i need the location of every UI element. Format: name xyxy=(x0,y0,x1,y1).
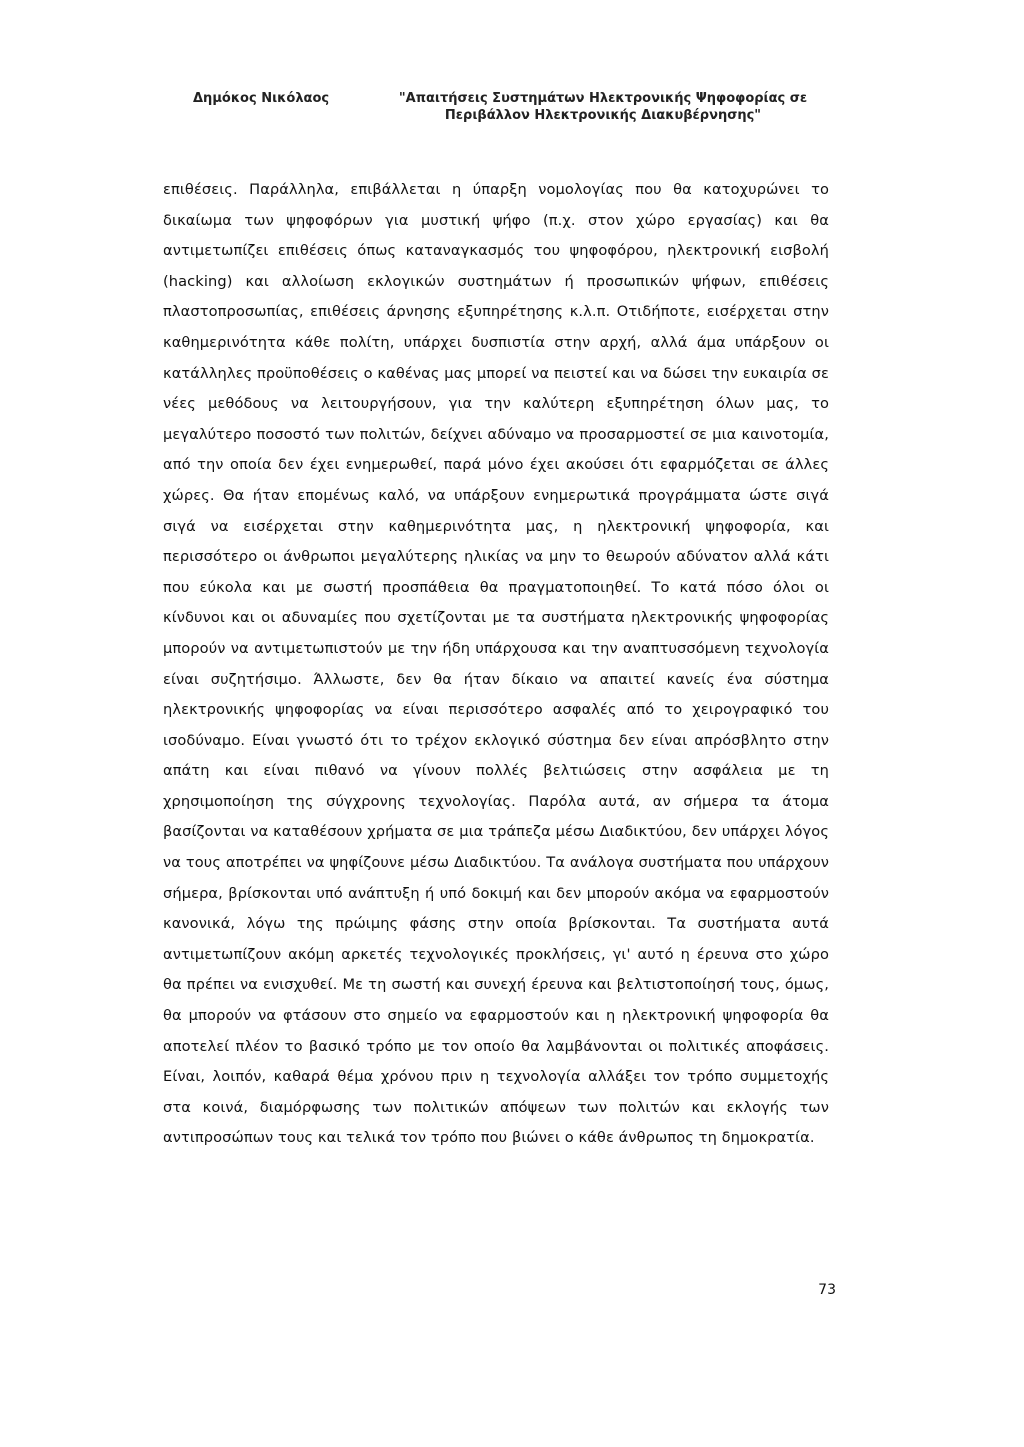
page-number: 73 xyxy=(818,1282,836,1298)
header-title: "Απαιτήσεις Συστημάτων Ηλεκτρονικής Ψηφοφορίας σε Περιβάλλον Ηλεκτρονικής Διακυβέρνησης" xyxy=(398,91,808,123)
body-paragraph: επιθέσεις. Παράλληλα, επιβάλλεται η ύπαρξη νομολογίας που θα κατοχυρώνει το δικαίωμα των ψηφοφόρων για μυστική ψήφο (π.χ. στον χώρο εργασίας) και θα αντιμετωπίζει επιθέσεις όπως καταναγκασμός του ψηφοφόρου, ηλεκτρονική εισβολή (hacking) και αλλοίωση εκλογικών συστημάτων ή προσωπικών ψήφων, επιθέσεις πλαστοπροσωπίας, επιθέσεις άρνησης εξυπηρέτησης κ.λ.π. Οτιδήποτε, εισέρχεται στην καθημερινότητα κάθε πολίτη, υπάρχει δυσπιστία στην αρχή, αλλά άμα υπάρξουν οι κατάλληλες προϋποθέσεις ο καθένας μας μπορεί να πειστεί και να δώσει την ευκαιρία σε νέες μεθόδους να λειτουργήσουν, για την καλύτερη εξυπηρέτηση όλων μας, το μεγαλύτερο ποσοστό των πολιτών, δείχνει αδύναμο να προσαρμοστεί σε μια καινοτομία, από την οποία δεν έχει ενημερωθεί, παρά μόνο έχει ακούσει ότι εφαρμόζεται σε άλλες χώρες. Θα ήταν επομένως καλό, να υπάρξουν ενημερωτικά προγράμματα ώστε σιγά σιγά να εισέρχεται στην καθημερινότητα μας, η ηλεκτρονική ψηφοφορία, και περισσότερο οι άνθρωποι μεγαλύτερης ηλικίας να μην το θεωρούν αδύνατον αλλά κάτι που εύκολα και με σωστή προσπάθεια θα πραγματοποιηθεί. Το κατά πόσο όλοι οι κίνδυνοι και οι αδυναμίες που σχετίζονται με τα συστήματα ηλεκτρονικής ψηφοφορίας μπορούν να αντιμετωπιστούν με την ήδη υπάρχουσα και την αναπτυσσόμενη τεχνολογία είναι συζητήσιμο. Άλλωστε, δεν θα ήταν δίκαιο να απαιτεί κανείς ένα σύστημα ηλεκτρονικής ψηφοφορίας να είναι περισσότερο ασφαλές από το χειρογραφικό του ισοδύναμο. Είναι γνωστό ότι το τρέχον εκλογικό σύστημα δεν είναι απρόσβλητο στην απάτη και είναι πιθανό να γίνουν πολλές βελτιώσεις στην ασφάλεια με τη χρησιμοποίηση της σύγχρονης τεχνολογίας. Παρόλα αυτά, αν σήμερα τα άτομα βασίζονται να καταθέσουν χρήματα σε μια τράπεζα μέσω Διαδικτύου, δεν υπάρχει λόγος να τους αποτρέπει να ψηφίζουνε μέσω Διαδικτύου. Τα ανάλογα συστήματα που υπάρχουν σήμερα, βρίσκονται υπό ανάπτυξη ή υπό δοκιμή και δεν μπορούν ακόμα να εφαρμοστούν κανονικά, λόγω της πρώιμης φάσης στην οποία βρίσκονται. Τα συστήματα αυτά αντιμετωπίζουν ακόμη αρκετές τεχνολογικές προκλήσεις, γι' αυτό η έρευνα στο χώρο θα πρέπει να ενισχυθεί. Με τη σωστή και συνεχή έρευνα και βελτιστοποίησή τους, όμως, θα μπορούν να φτάσουν στο σημείο να εφαρμοστούν και η ηλεκτρονική ψηφοφορία θα αποτελεί πλέον το βασικό τρόπο με τον οποίο θα λαμβάνονται οι πολιτικές αποφάσεις. Είναι, λοιπόν, καθαρά θέμα χρόνου πριν η τεχνολογία αλλάξει τον τρόπο συμμετοχής στα κοινά, διαμόρφωσης των πολιτικών απόψεων των πολιτών και εκλογής των αντιπροσώπων τους και τελικά τον τρόπο που βιώνει ο κάθε άνθρωπος τη δημοκρατία. xyxy=(163,181,829,1147)
header-author: Δημόκος Νικόλαος xyxy=(193,91,330,106)
